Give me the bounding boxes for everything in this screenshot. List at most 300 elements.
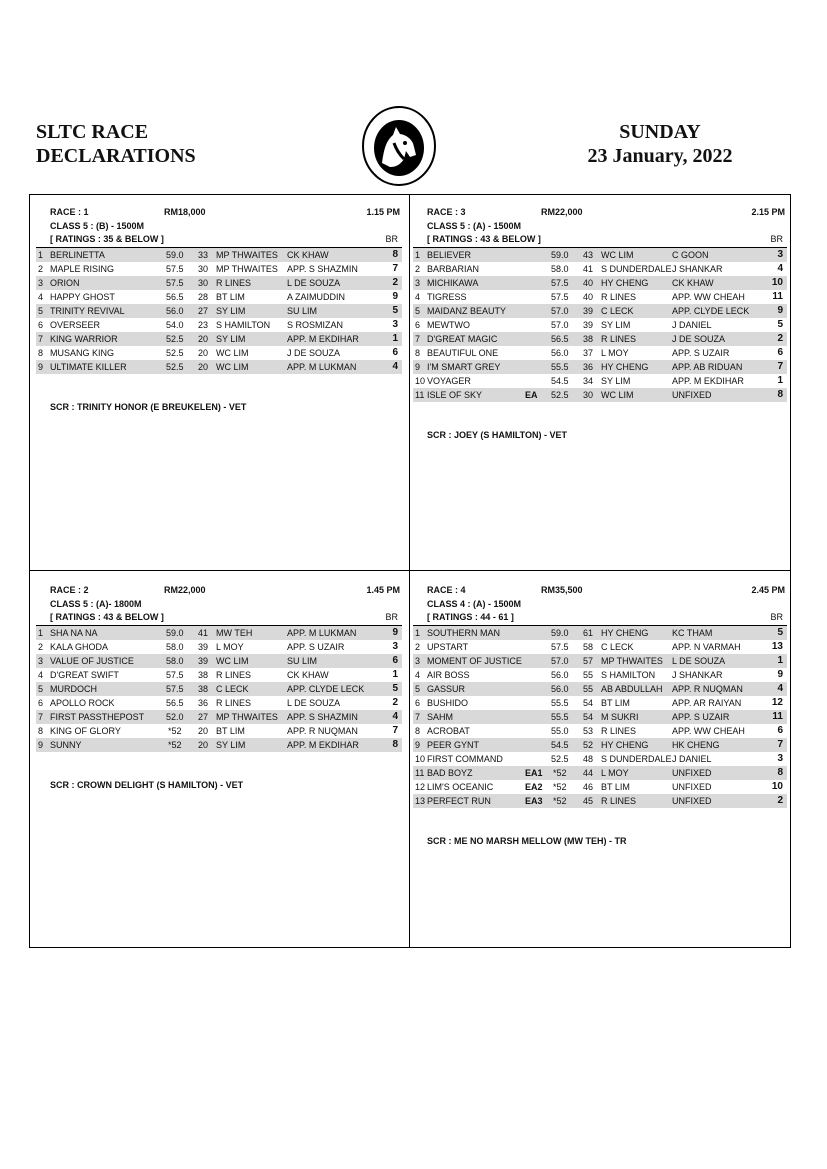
trainer: MP THWAITES (216, 250, 278, 260)
runner-row (36, 696, 402, 710)
barrier-draw: 1 (392, 669, 398, 680)
runner-number: 3 (415, 656, 421, 666)
jockey: APP. S UZAIR (672, 348, 730, 358)
br-column-header: BR (385, 234, 398, 244)
runner-row (36, 318, 402, 332)
br-column-header: BR (770, 234, 783, 244)
weight: 58.0 (166, 656, 184, 666)
race-time: 2.15 PM (751, 207, 785, 217)
scratching-note: SCR : TRINITY HONOR (E BREUKELEN) - VET (50, 402, 247, 412)
barrier-draw: 7 (777, 739, 783, 750)
jockey: APP. M EKDIHAR (287, 334, 359, 344)
rating: 39 (583, 320, 594, 330)
trainer: R LINES (601, 726, 637, 736)
barrier-draw: 9 (777, 669, 783, 680)
ratings-label: [ RATINGS : 44 - 61 ] (427, 612, 514, 622)
barrier-draw: 8 (777, 767, 783, 778)
horse-name: HAPPY GHOST (50, 292, 115, 302)
jockey: S ROSMIZAN (287, 320, 344, 330)
ratings-label: [ RATINGS : 35 & BELOW ] (50, 234, 164, 244)
rating: 39 (198, 642, 209, 652)
rating: 20 (198, 334, 209, 344)
trainer: S HAMILTON (601, 670, 656, 680)
trainer: MP THWAITES (601, 656, 663, 666)
runner-row (413, 346, 787, 360)
race-panel (36, 585, 402, 752)
runner-row (413, 766, 787, 780)
barrier-draw: 5 (777, 627, 783, 638)
barrier-draw: 10 (771, 277, 783, 288)
trainer: S HAMILTON (216, 320, 271, 330)
weight: 54.5 (551, 376, 569, 386)
trainer: R LINES (216, 670, 252, 680)
barrier-draw: 3 (392, 319, 398, 330)
runner-number: 8 (38, 726, 44, 736)
race-class: CLASS 4 : (A) - 1500M (427, 599, 522, 609)
weight: 55.5 (551, 712, 569, 722)
runner-number: 1 (38, 628, 44, 638)
jockey: APP. S SHAZMIN (287, 264, 358, 274)
rating: 20 (198, 726, 209, 736)
rating: 40 (583, 292, 594, 302)
rating: 41 (198, 628, 209, 638)
runner-number: 12 (415, 782, 426, 792)
jockey: L DE SOUZA (672, 656, 726, 666)
rating: 36 (583, 362, 594, 372)
barrier-draw: 3 (777, 249, 783, 260)
rating: 46 (583, 782, 594, 792)
runner-number: 1 (38, 250, 44, 260)
jockey: L DE SOUZA (287, 698, 341, 708)
trainer: BT LIM (601, 698, 630, 708)
jockey: APP. S UZAIR (287, 642, 345, 652)
jockey: APP. R NUQMAN (672, 684, 743, 694)
horse-name: MUSANG KING (50, 348, 115, 358)
horse-name: PEER GYNT (427, 740, 480, 750)
trainer: HY CHENG (601, 362, 649, 372)
jockey: APP. WW CHEAH (672, 726, 745, 736)
race-class: CLASS 5 : (A) - 1500M (427, 221, 522, 231)
race-number: RACE : 3 (427, 207, 466, 217)
jockey: UNFIXED (672, 782, 712, 792)
weight: 54.0 (166, 320, 184, 330)
jockey: J SHANKAR (672, 670, 723, 680)
runner-number: 1 (415, 250, 421, 260)
rating: 38 (198, 684, 209, 694)
trainer: HY CHENG (601, 278, 649, 288)
trainer: C LECK (601, 306, 634, 316)
runner-number: 7 (415, 334, 421, 344)
runner-number: 13 (415, 796, 426, 806)
horse-name: BERLINETTA (50, 250, 105, 260)
rating: 54 (583, 698, 594, 708)
horse-name: MOMENT OF JUSTICE (427, 656, 522, 666)
jockey: A ZAIMUDDIN (287, 292, 346, 302)
rating: 23 (198, 320, 209, 330)
barrier-draw: 12 (771, 697, 783, 708)
runner-row (413, 682, 787, 696)
barrier-draw: 13 (771, 641, 783, 652)
jockey: APP. CLYDE LECK (287, 684, 365, 694)
horse-name: D'GREAT MAGIC (427, 334, 498, 344)
runner-number: 5 (38, 684, 44, 694)
race-header (413, 585, 787, 599)
weight: 57.5 (166, 670, 184, 680)
runner-row (36, 668, 402, 682)
trainer: BT LIM (216, 726, 245, 736)
runner-row (36, 710, 402, 724)
runner-row (413, 640, 787, 654)
trainer: MW TEH (216, 628, 253, 638)
runner-row (413, 794, 787, 808)
horse-name: FIRST COMMAND (427, 754, 503, 764)
jockey: APP. M EKDIHAR (672, 376, 744, 386)
document-title (36, 120, 196, 168)
race-prize: RM18,000 (164, 207, 206, 217)
rating: 58 (583, 642, 594, 652)
rating: 61 (583, 628, 594, 638)
barrier-draw: 6 (777, 347, 783, 358)
race-number: RACE : 4 (427, 585, 466, 595)
weight: 57.0 (551, 320, 569, 330)
horse-name: APOLLO ROCK (50, 698, 115, 708)
runner-number: 4 (38, 670, 44, 680)
weight: 57.0 (551, 306, 569, 316)
barrier-draw: 5 (392, 683, 398, 694)
weight: *52 (168, 740, 182, 750)
entry-tag: EA2 (525, 782, 543, 792)
runner-row (413, 654, 787, 668)
horse-name: BAD BOYZ (427, 768, 473, 778)
horse-name: ACROBAT (427, 726, 470, 736)
weight: 57.5 (551, 278, 569, 288)
barrier-draw: 6 (392, 655, 398, 666)
race-panel (36, 207, 402, 374)
rating: 40 (583, 278, 594, 288)
runner-number: 5 (38, 306, 44, 316)
rating: 52 (583, 740, 594, 750)
horse-name: LIM'S OCEANIC (427, 782, 494, 792)
entry-tag: EA1 (525, 768, 543, 778)
race-number: RACE : 2 (50, 585, 89, 595)
barrier-draw: 6 (777, 725, 783, 736)
horse-name: ISLE OF SKY (427, 390, 483, 400)
race-prize: RM22,000 (164, 585, 206, 595)
horse-name: TIGRESS (427, 292, 467, 302)
runner-row (413, 276, 787, 290)
trainer: HY CHENG (601, 628, 649, 638)
trainer: R LINES (601, 796, 637, 806)
runner-number: 4 (415, 670, 421, 680)
rating: 27 (198, 306, 209, 316)
rating: 57 (583, 656, 594, 666)
runner-number: 6 (415, 698, 421, 708)
weight: 58.0 (551, 264, 569, 274)
barrier-draw: 7 (777, 361, 783, 372)
race-ratings (36, 612, 402, 626)
scratching-note: SCR : JOEY (S HAMILTON) - VET (427, 430, 568, 440)
entry-tag: EA (525, 390, 538, 400)
scratching-note: SCR : CROWN DELIGHT (S HAMILTON) - VET (50, 780, 244, 790)
runner-number: 4 (38, 292, 44, 302)
trainer: L MOY (601, 768, 629, 778)
runner-number: 2 (415, 264, 421, 274)
barrier-draw: 4 (392, 361, 398, 372)
title-line-2: DECLARATIONS (36, 145, 196, 167)
rating: 20 (198, 362, 209, 372)
runner-number: 6 (38, 698, 44, 708)
br-column-header: BR (770, 612, 783, 622)
weight: 52.5 (166, 362, 184, 372)
trainer: WC LIM (216, 656, 249, 666)
jockey: APP. AR RAIYAN (672, 698, 742, 708)
barrier-draw: 4 (777, 263, 783, 274)
race-time: 2.45 PM (751, 585, 785, 595)
runner-row (36, 724, 402, 738)
horse-name: BEAUTIFUL ONE (427, 348, 499, 358)
runner-number: 11 (415, 768, 425, 778)
horse-name: SHA NA NA (50, 628, 98, 638)
horse-name: AIR BOSS (427, 670, 470, 680)
runner-number: 11 (415, 390, 425, 400)
runner-number: 4 (415, 292, 421, 302)
barrier-draw: 4 (392, 711, 398, 722)
weight: 59.0 (166, 628, 184, 638)
rating: 37 (583, 348, 594, 358)
horse-name: BUSHIDO (427, 698, 469, 708)
rating: 27 (198, 712, 209, 722)
race-date: 23 January, 2022 (587, 145, 733, 167)
date-block (560, 120, 760, 168)
jockey: APP. S UZAIR (672, 712, 730, 722)
horse-name: UPSTART (427, 642, 469, 652)
rating: 53 (583, 726, 594, 736)
trainer: R LINES (601, 292, 637, 302)
runner-row (413, 374, 787, 388)
weight: 57.5 (551, 642, 569, 652)
jockey: SU LIM (287, 656, 318, 666)
race-panel (413, 585, 787, 808)
runner-row (413, 752, 787, 766)
race-prize: RM22,000 (541, 207, 583, 217)
runner-number: 9 (38, 740, 44, 750)
rating: 43 (583, 250, 594, 260)
barrier-draw: 8 (392, 249, 398, 260)
weight: 52.5 (166, 348, 184, 358)
race-panel (413, 207, 787, 402)
weight: 56.5 (551, 334, 569, 344)
barrier-draw: 4 (777, 683, 783, 694)
barrier-draw: 5 (777, 319, 783, 330)
horse-name: KING OF GLORY (50, 726, 121, 736)
runner-row (413, 780, 787, 794)
trainer: R LINES (601, 334, 637, 344)
runner-number: 2 (415, 642, 421, 652)
weight: 57.5 (166, 264, 184, 274)
horse-name: MEWTWO (427, 320, 470, 330)
race-header (413, 207, 787, 221)
race-class: CLASS 5 : (A)- 1800M (50, 599, 142, 609)
weight: 55.0 (551, 726, 569, 736)
weight: 55.5 (551, 362, 569, 372)
barrier-draw: 7 (392, 263, 398, 274)
barrier-draw: 3 (392, 641, 398, 652)
horse-name: MURDOCH (50, 684, 97, 694)
barrier-draw: 9 (777, 305, 783, 316)
jockey: J DANIEL (672, 320, 712, 330)
runner-number: 3 (38, 278, 44, 288)
rating: 20 (198, 348, 209, 358)
jockey: KC THAM (672, 628, 713, 638)
trainer: SY LIM (216, 306, 246, 316)
runner-number: 8 (38, 348, 44, 358)
rating: 28 (198, 292, 209, 302)
barrier-draw: 7 (392, 725, 398, 736)
jockey: CK KHAW (672, 278, 714, 288)
barrier-draw: 9 (392, 627, 398, 638)
runner-number: 8 (415, 726, 421, 736)
barrier-draw: 5 (392, 305, 398, 316)
weight: 54.5 (551, 740, 569, 750)
runner-row (413, 360, 787, 374)
jockey: APP. N VARMAH (672, 642, 741, 652)
rating: 38 (198, 670, 209, 680)
weight: 57.5 (166, 278, 184, 288)
jockey: APP. AB RIDUAN (672, 362, 743, 372)
runner-row (413, 318, 787, 332)
weight: 52.5 (551, 754, 569, 764)
jockey: APP. WW CHEAH (672, 292, 745, 302)
trainer: WC LIM (216, 362, 249, 372)
runner-row (413, 710, 787, 724)
runner-row (413, 262, 787, 276)
horse-name: I'M SMART GREY (427, 362, 501, 372)
runner-number: 2 (38, 642, 44, 652)
runner-row (36, 360, 402, 374)
weight: 56.0 (551, 348, 569, 358)
runner-number: 3 (415, 278, 421, 288)
horse-name: FIRST PASSTHEPOST (50, 712, 145, 722)
trainer: BT LIM (601, 782, 630, 792)
rating: 39 (583, 306, 594, 316)
runner-number: 2 (38, 264, 44, 274)
horse-name: KING WARRIOR (50, 334, 118, 344)
horse-name: BELIEVER (427, 250, 472, 260)
barrier-draw: 11 (772, 291, 783, 302)
runner-number: 9 (38, 362, 44, 372)
barrier-draw: 2 (777, 795, 783, 806)
trainer: C LECK (601, 642, 634, 652)
weight: 57.0 (551, 656, 569, 666)
rating: 39 (198, 656, 209, 666)
rating: 55 (583, 670, 594, 680)
jockey: J DE SOUZA (287, 348, 341, 358)
trainer: C LECK (216, 684, 249, 694)
weight: 56.0 (551, 684, 569, 694)
runner-row (36, 290, 402, 304)
runner-row (36, 262, 402, 276)
horse-name: KALA GHODA (50, 642, 109, 652)
trainer: L MOY (601, 348, 629, 358)
horse-name: GASSUR (427, 684, 466, 694)
weight: *52 (553, 796, 567, 806)
trainer: L MOY (216, 642, 244, 652)
horse-name: MAIDANZ BEAUTY (427, 306, 507, 316)
trainer: SY LIM (216, 740, 246, 750)
race-ratings (36, 234, 402, 248)
trainer: BT LIM (216, 292, 245, 302)
jockey: APP. CLYDE LECK (672, 306, 750, 316)
runner-number: 8 (415, 348, 421, 358)
race-day: SUNDAY (619, 121, 701, 143)
horse-name: MICHIKAWA (427, 278, 479, 288)
jockey: UNFIXED (672, 390, 712, 400)
runner-row (413, 738, 787, 752)
weight: 57.5 (551, 292, 569, 302)
race-time: 1.15 PM (366, 207, 400, 217)
runner-number: 7 (38, 334, 44, 344)
runner-number: 5 (415, 306, 421, 316)
runner-number: 7 (38, 712, 44, 722)
ratings-label: [ RATINGS : 43 & BELOW ] (427, 234, 541, 244)
barrier-draw: 8 (777, 389, 783, 400)
weight: 56.0 (166, 306, 184, 316)
runner-row (36, 248, 402, 262)
runner-row (413, 626, 787, 640)
barrier-draw: 2 (392, 277, 398, 288)
entry-tag: EA3 (525, 796, 543, 806)
race-number: RACE : 1 (50, 207, 89, 217)
horse-name: VOYAGER (427, 376, 471, 386)
ratings-label: [ RATINGS : 43 & BELOW ] (50, 612, 164, 622)
rating: 44 (583, 768, 594, 778)
race-header (36, 585, 402, 599)
runner-row (36, 346, 402, 360)
rating: 54 (583, 712, 594, 722)
horse-name: OVERSEER (50, 320, 101, 330)
race-ratings (413, 234, 787, 248)
trainer: R LINES (216, 698, 252, 708)
trainer: M SUKRI (601, 712, 639, 722)
weight: 58.0 (166, 642, 184, 652)
weight: 59.0 (166, 250, 184, 260)
weight: 56.0 (551, 670, 569, 680)
trainer: S DUNDERDALE (601, 754, 672, 764)
jockey: L DE SOUZA (287, 278, 341, 288)
weight: 52.5 (166, 334, 184, 344)
race-ratings (413, 612, 787, 626)
runner-row (36, 332, 402, 346)
row-divider (29, 570, 791, 571)
runner-number: 3 (38, 656, 44, 666)
race-time: 1.45 PM (366, 585, 400, 595)
jockey: HK CHENG (672, 740, 720, 750)
horse-name: BARBARIAN (427, 264, 480, 274)
horse-name: SUNNY (50, 740, 82, 750)
rating: 55 (583, 684, 594, 694)
trainer: WC LIM (601, 390, 634, 400)
barrier-draw: 8 (392, 739, 398, 750)
trainer: MP THWAITES (216, 264, 278, 274)
horse-name: SAHM (427, 712, 454, 722)
runner-number: 9 (415, 362, 421, 372)
runner-row (413, 668, 787, 682)
rating: 20 (198, 740, 209, 750)
jockey: APP. S SHAZMIN (287, 712, 358, 722)
trainer: AB ABDULLAH (601, 684, 663, 694)
trainer: HY CHENG (601, 740, 649, 750)
runner-number: 6 (415, 320, 421, 330)
